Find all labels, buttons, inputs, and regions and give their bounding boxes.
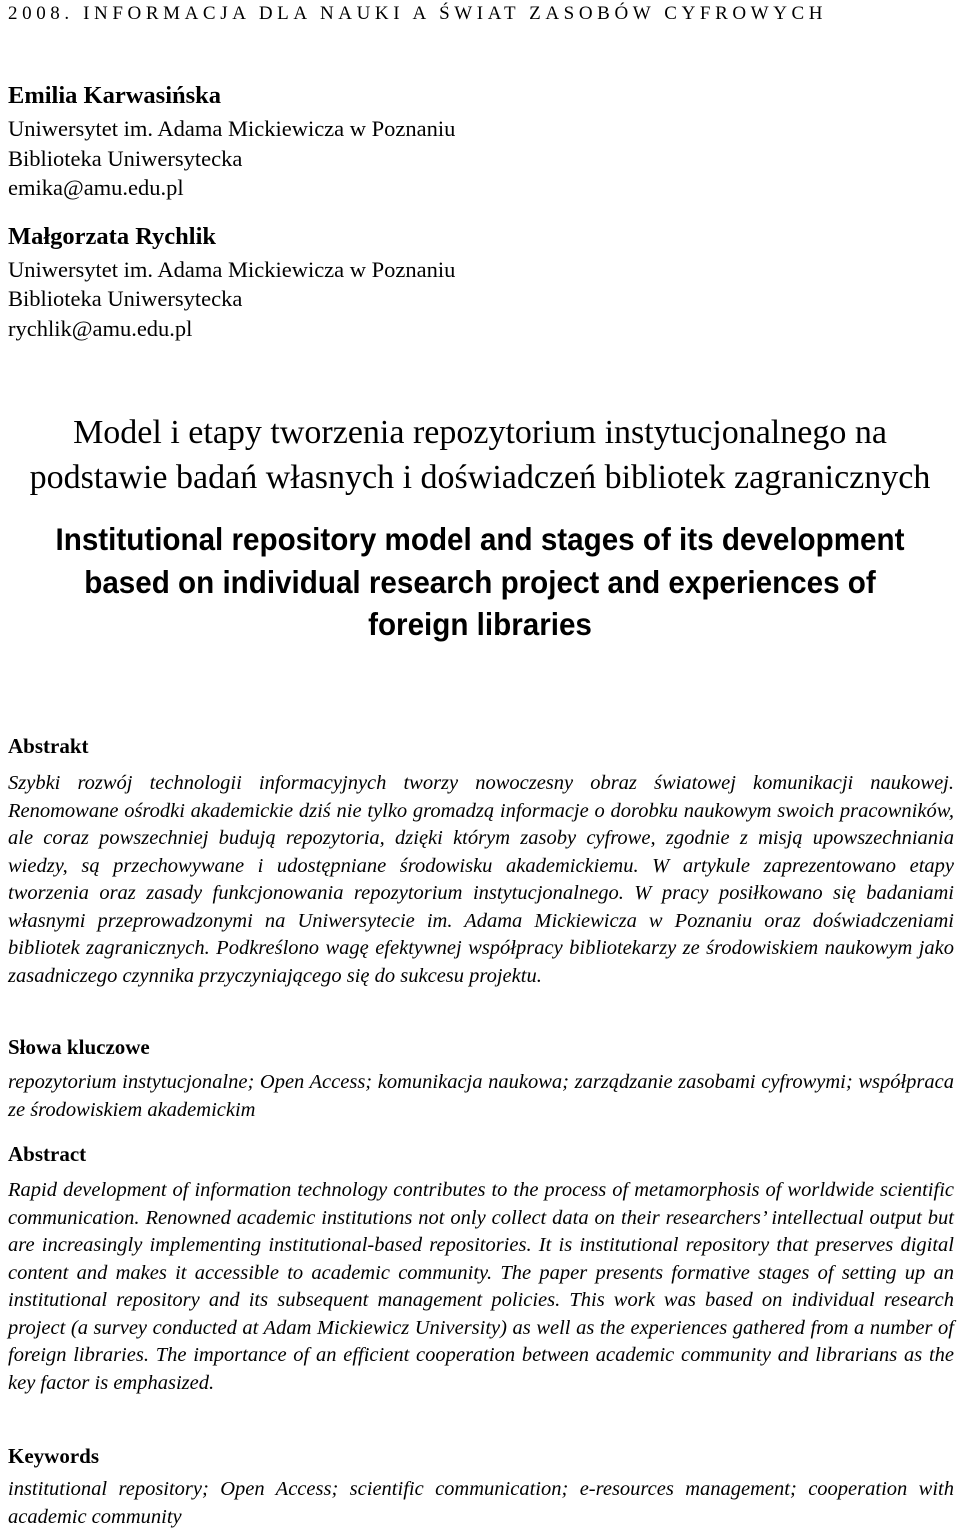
author-1 (8, 80, 455, 203)
slowa-kluczowe-body-wrap (8, 1069, 954, 1124)
paper-title-english: Institutional repository model and stages of its development based on individual research project and experiences of foreign libraries (55, 521, 905, 642)
title-block (0, 410, 960, 646)
slowa-kluczowe-heading: Słowa kluczowe (8, 1035, 150, 1059)
abstrakt-text: Szybki rozwój technologii informacyjnych tworzy nowoczesny obraz światowej komunikacji naukowej. Renomowane ośrodki akademickie dziś nie tylko gromadzą informacje o dorobku naukowym swoich pracowników, ale coraz powszechniej budują repozytoria, dzięki którym zasoby cyfrowe, zgodnie z misją upowszechniania wiedzy, są przechowywane i udostępniane środowisku akademickiemu. W artykule zaprezentowano etapy tworzenia oraz zasady funkcjonowania repozytorium instytucjonalnego. W pracy posiłkowano się badaniami własnymi przeprowadzonymi na Uniwersytecie im. Adama Mickiewicza w Poznaniu oraz doświadczeniami bibliotek zagranicznych. Podkreślono wagę efektywnej współpracy bibliotekarzy ze środowiskiem naukowym jako zasadniczego czynnika przyczyniającego się do sukcesu projektu. (8, 772, 954, 987)
keywords-heading: Keywords (8, 1444, 99, 1468)
author-affiliation-library: Biblioteka Uniwersytecka (8, 286, 243, 311)
paper-title-polish: Model i etapy tworzenia repozytorium instytucjonalnego na podstawie badań własnych i doświadczeń bibliotek zagranicznych (29, 414, 931, 496)
slowa-kluczowe-text: repozytorium instytucjonalne; Open Access; komunikacja naukowa; zarządzanie zasobami cyfrowymi; współpraca ze środowiskiem akademickim (8, 1071, 954, 1121)
slowa-kluczowe-heading-wrap (8, 1034, 954, 1060)
abstract-text: Rapid development of information technology contributes to the process of metamorphosis of worldwide scientific communication. Renowned academic institutions not only collect data on their researchers’ intellectual output but are increasingly implementing institutional-based repositories. It is institutional repository that preserves digital content and makes it accessible to academic community. The paper presents formative stages of setting up an institutional repository and its subsequent management policies. This work was based on individual research project (a survey conducted at Adam Mickiewicz University) as well as the experiences gathered from a number of foreign libraries. The importance of an efficient cooperation between academic community and librarians as the key factor is emphasized. (8, 1179, 954, 1394)
abstract-heading-wrap (8, 1141, 954, 1167)
abstract-body-wrap (8, 1177, 954, 1397)
abstrakt-heading-wrap (8, 733, 954, 759)
author-affiliation-university: Uniwersytet im. Adama Mickiewicza w Poznaniu (8, 116, 456, 141)
author-name: Małgorzata Rychlik (8, 222, 217, 250)
authors-block (8, 80, 455, 361)
running-head: 2008. INFORMACJA DLA NAUKI A ŚWIAT ZASOBÓW CYFROWYCH (8, 3, 828, 24)
keywords-heading-wrap (8, 1443, 954, 1469)
author-affiliation-university: Uniwersytet im. Adama Mickiewicza w Poznaniu (8, 256, 456, 282)
abstract-heading: Abstract (8, 1142, 87, 1166)
author-email: emika@amu.edu.pl (8, 175, 184, 200)
abstrakt-heading: Abstrakt (8, 734, 89, 758)
author-2 (8, 221, 455, 344)
keywords-text: institutional repository; Open Access; scientific communication; e-resources management; cooperation with academic community (8, 1478, 954, 1528)
abstrakt-body-wrap (8, 770, 954, 990)
author-email: rychlik@amu.edu.pl (8, 315, 193, 341)
keywords-body-wrap (8, 1476, 954, 1531)
author-affiliation-library: Biblioteka Uniwersytecka (8, 145, 243, 171)
author-name: Emilia Karwasińska (8, 82, 222, 109)
